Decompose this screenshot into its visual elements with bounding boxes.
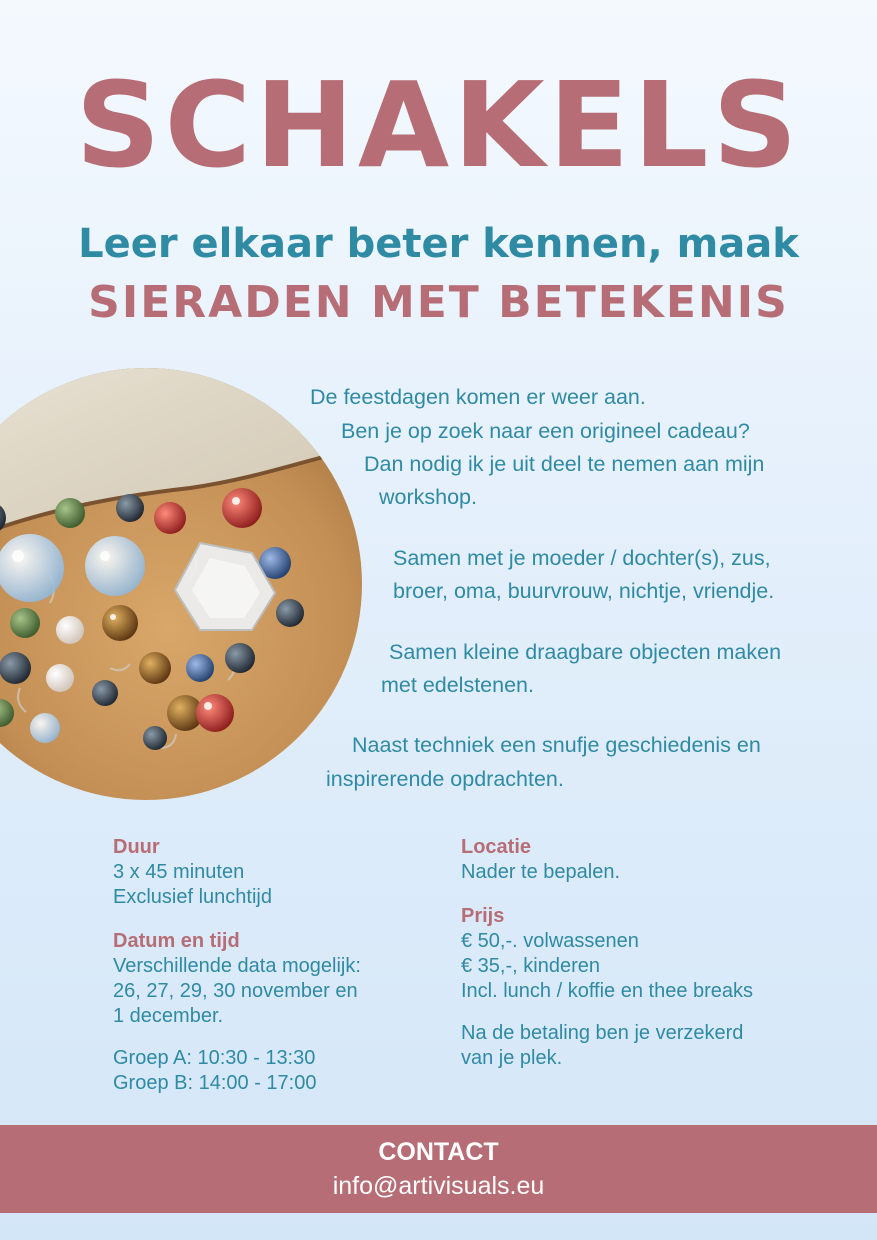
prijs-value: € 50,-. volwassenen (461, 930, 639, 952)
intro-line: broer, oma, buurvrouw, nichtje, vriendje. (393, 579, 775, 603)
datum-value: 26, 27, 29, 30 november en (113, 980, 358, 1002)
intro-line: Naast techniek een snufje geschiedenis en (352, 733, 761, 757)
betaling-value: Na de betaling ben je verzekerd (461, 1022, 744, 1044)
datum-value: Verschillende data mogelijk: (113, 955, 361, 977)
duur-value: 3 x 45 minuten (113, 861, 245, 883)
intro-line: Ben je op zoek naar een origineel cadeau? (341, 419, 750, 443)
betaling-value: van je plek. (461, 1047, 563, 1069)
prijs-value: Incl. lunch / koffie en thee breaks (461, 980, 754, 1002)
betaling-block (461, 1021, 743, 1071)
duur-value: Exclusief lunchtijd (113, 886, 272, 908)
locatie-label: Locatie (461, 836, 532, 858)
prijs-block (461, 904, 753, 1004)
intro-line: inspirerende opdrachten. (326, 767, 564, 791)
intro-line: met edelstenen. (381, 673, 534, 697)
prijs-value: € 35,-, kinderen (461, 955, 600, 977)
locatie-block (461, 835, 620, 885)
datum-label: Datum en tijd (113, 930, 240, 952)
datum-value: 1 december. (113, 1005, 224, 1027)
intro-line: Samen met je moeder / dochter(s), zus, (393, 546, 771, 570)
contact-label: CONTACT (378, 1138, 499, 1166)
gemstone-beads-photo (0, 368, 362, 800)
groep-value: Groep A: 10:30 - 13:30 (113, 1047, 316, 1069)
datum-block (113, 929, 361, 1029)
groep-value: Groep B: 14:00 - 17:00 (113, 1072, 317, 1094)
intro-line: De feestdagen komen er weer aan. (310, 385, 646, 409)
contact-bar (0, 1125, 877, 1213)
subtitle-highlight: SIERADEN MET BETEKENIS (88, 277, 789, 328)
subtitle: Leer elkaar beter kennen, maak (78, 221, 799, 267)
duur-block (113, 835, 272, 910)
locatie-value: Nader te bepalen. (461, 861, 621, 883)
groep-block (113, 1046, 316, 1096)
page-title: SCHAKELS (75, 56, 802, 194)
intro-line: Dan nodig ik je uit deel te nemen aan mijn (364, 452, 765, 476)
duur-label: Duur (113, 836, 160, 858)
prijs-label: Prijs (461, 905, 505, 927)
intro-line: Samen kleine draagbare objecten maken (389, 640, 782, 664)
contact-email-link[interactable]: info@artivisuals.eu (332, 1172, 545, 1200)
intro-line: workshop. (379, 485, 477, 509)
